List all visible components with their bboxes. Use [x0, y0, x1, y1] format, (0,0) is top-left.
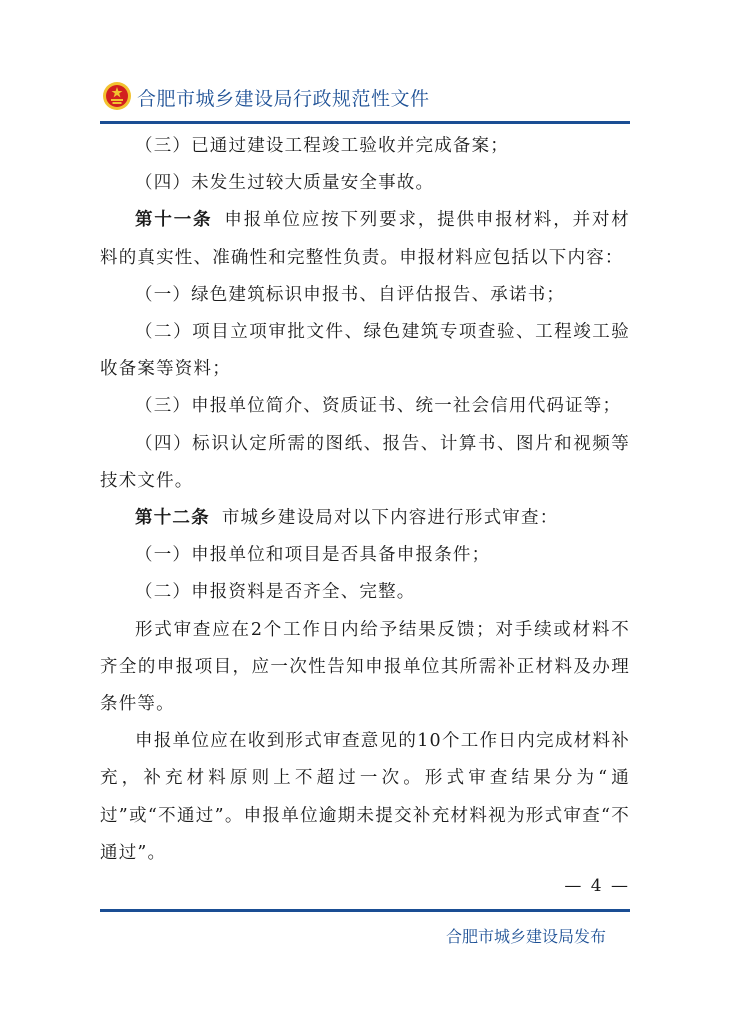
- paragraph: （二）项目立项审批文件、绿色建筑专项查验、工程竣工验收备案等资料；: [100, 322, 630, 380]
- paragraph: 形式审查应在2个工作日内给予结果反馈；对手续或材料不齐全的申报项目，应一次性告知申报单位其所需补正材料及办理条件等。: [100, 619, 630, 715]
- header-divider: [100, 121, 630, 124]
- paragraph: （一）申报单位和项目是否具备申报条件；: [135, 545, 491, 566]
- article-text: 市城乡建设局对以下内容进行形式审查：: [221, 508, 559, 529]
- article-number: 第十二条: [135, 508, 210, 529]
- paragraph: （三）申报单位简介、资质证书、统一社会信用代码证等；: [135, 396, 622, 417]
- document-body: [100, 128, 630, 872]
- paragraph: （四）未发生过较大质量安全事故。: [135, 173, 435, 194]
- article-paragraph: [100, 500, 630, 537]
- paragraph: （二）申报资料是否齐全、完整。: [135, 582, 416, 603]
- footer-divider: [100, 909, 630, 912]
- paragraph: （一）绿色建筑标识申报书、自评估报告、承诺书；: [135, 284, 566, 305]
- paragraph: （四）标识认定所需的图纸、报告、计算书、图片和视频等技术文件。: [100, 433, 630, 491]
- paragraph: 申报单位应在收到形式审查意见的10个工作日内完成材料补充，补充材料原则上不超过一次。形式审查结果分为“通过”或“不通过”。申报单位逾期未提交补充材料视为形式审查“不通过”。: [100, 731, 630, 863]
- page-number: — 4 —: [564, 876, 630, 896]
- header-title: 合肥市城乡建设局行政规范性文件: [137, 88, 430, 110]
- paragraph: （三）已通过建设工程竣工验收并完成备案；: [135, 136, 509, 156]
- article-text: 申报单位应按下列要求，提供申报材料，并对材料的真实性、准确性和完整性负责。申报材料应包括以下内容：: [100, 210, 630, 268]
- article-number: 第十一条: [135, 210, 213, 231]
- document-header: [100, 78, 630, 118]
- article-paragraph: [100, 202, 630, 276]
- footer-publisher: 合肥市城乡建设局发布: [445, 927, 606, 946]
- national-emblem-icon: [102, 81, 132, 111]
